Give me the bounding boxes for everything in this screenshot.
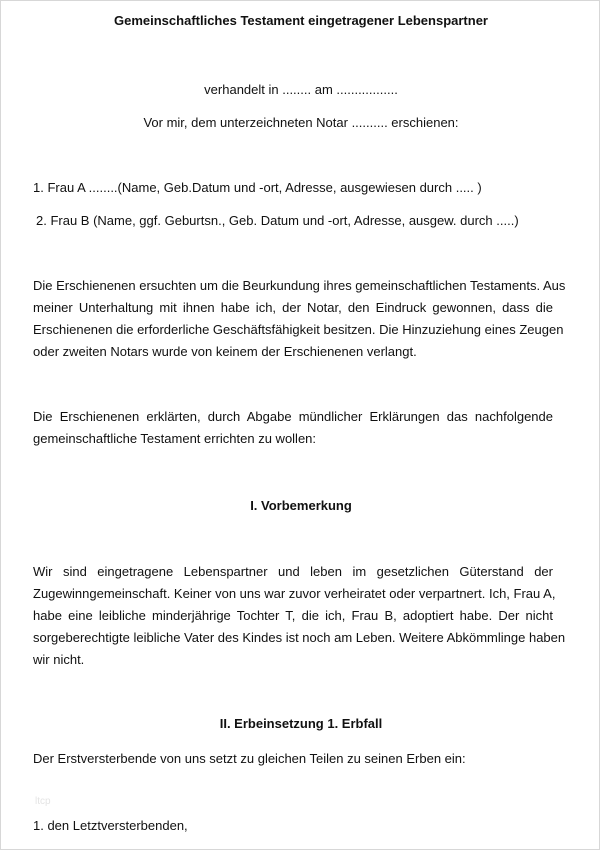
paragraph-line: Die Erschienenen ersuchten um die Beurkundung ihres gemeinschaftlichen Testaments. Aus [33, 278, 566, 293]
paragraph-certification [33, 275, 566, 363]
section-heading-erbeinsetzung: II. Erbeinsetzung 1. Erbfall [219, 716, 383, 731]
paragraph-line: sorgeberechtigte leibliche Vater des Kindes ist noch am Leben. Weitere Abkömmlinge haben [33, 630, 566, 645]
intro-notary-line: Vor mir, dem unterzeichneten Notar .......... erschienen: [143, 115, 459, 130]
section-heading-vorbemerkung: I. Vorbemerkung [250, 498, 352, 513]
list-item-heir-1: 1. den Letztversterbenden, [33, 818, 188, 833]
intro-location-date: verhandelt in ........ am ................. [204, 82, 398, 97]
paragraph-line: wir nicht. [33, 652, 85, 667]
party-1: 1. Frau A ........(Name, Geb.Datum und -ort, Adresse, ausgewiesen durch ..... ) [33, 180, 482, 195]
paragraph-line: gemeinschaftliche Testament errichten zu wollen: [33, 431, 317, 446]
paragraph-line: habe eine leibliche minderjährige Tochter T, die ich, Frau B, adoptiert habe. Der nicht [33, 608, 553, 623]
paragraph-heirs-intro: Der Erstversterbende von uns setzt zu gleichen Teilen zu seinen Erben ein: [33, 751, 466, 766]
paragraph-line: Zugewinngemeinschaft. Keiner von uns war zuvor verheiratet oder verpartnert. Ich, Frau A, [33, 586, 556, 601]
watermark: ltcp [35, 796, 51, 807]
paragraph-line: Die Erschienenen erklärten, durch Abgabe mündlicher Erklärungen das nachfolgende [33, 409, 553, 424]
document-title: Gemeinschaftliches Testament eingetragener Lebenspartner [114, 13, 488, 28]
paragraph-line: oder zweiten Notars wurde von keinem der Erschienenen verlangt. [33, 344, 417, 359]
paragraph-line: Wir sind eingetragene Lebenspartner und leben im gesetzlichen Güterstand der [33, 564, 553, 579]
paragraph-declaration [33, 406, 553, 450]
paragraph-preliminary [33, 561, 566, 671]
paragraph-line: meiner Unterhaltung mit ihnen habe ich, der Notar, den Eindruck gewonnen, dass die [33, 300, 553, 315]
paragraph-line: Erschienenen die erforderliche Geschäftsfähigkeit besitzen. Die Hinzuziehung eines Zeugen [33, 322, 564, 337]
party-2: 2. Frau B (Name, ggf. Geburtsn., Geb. Datum und -ort, Adresse, ausgew. durch .....) [36, 213, 519, 228]
